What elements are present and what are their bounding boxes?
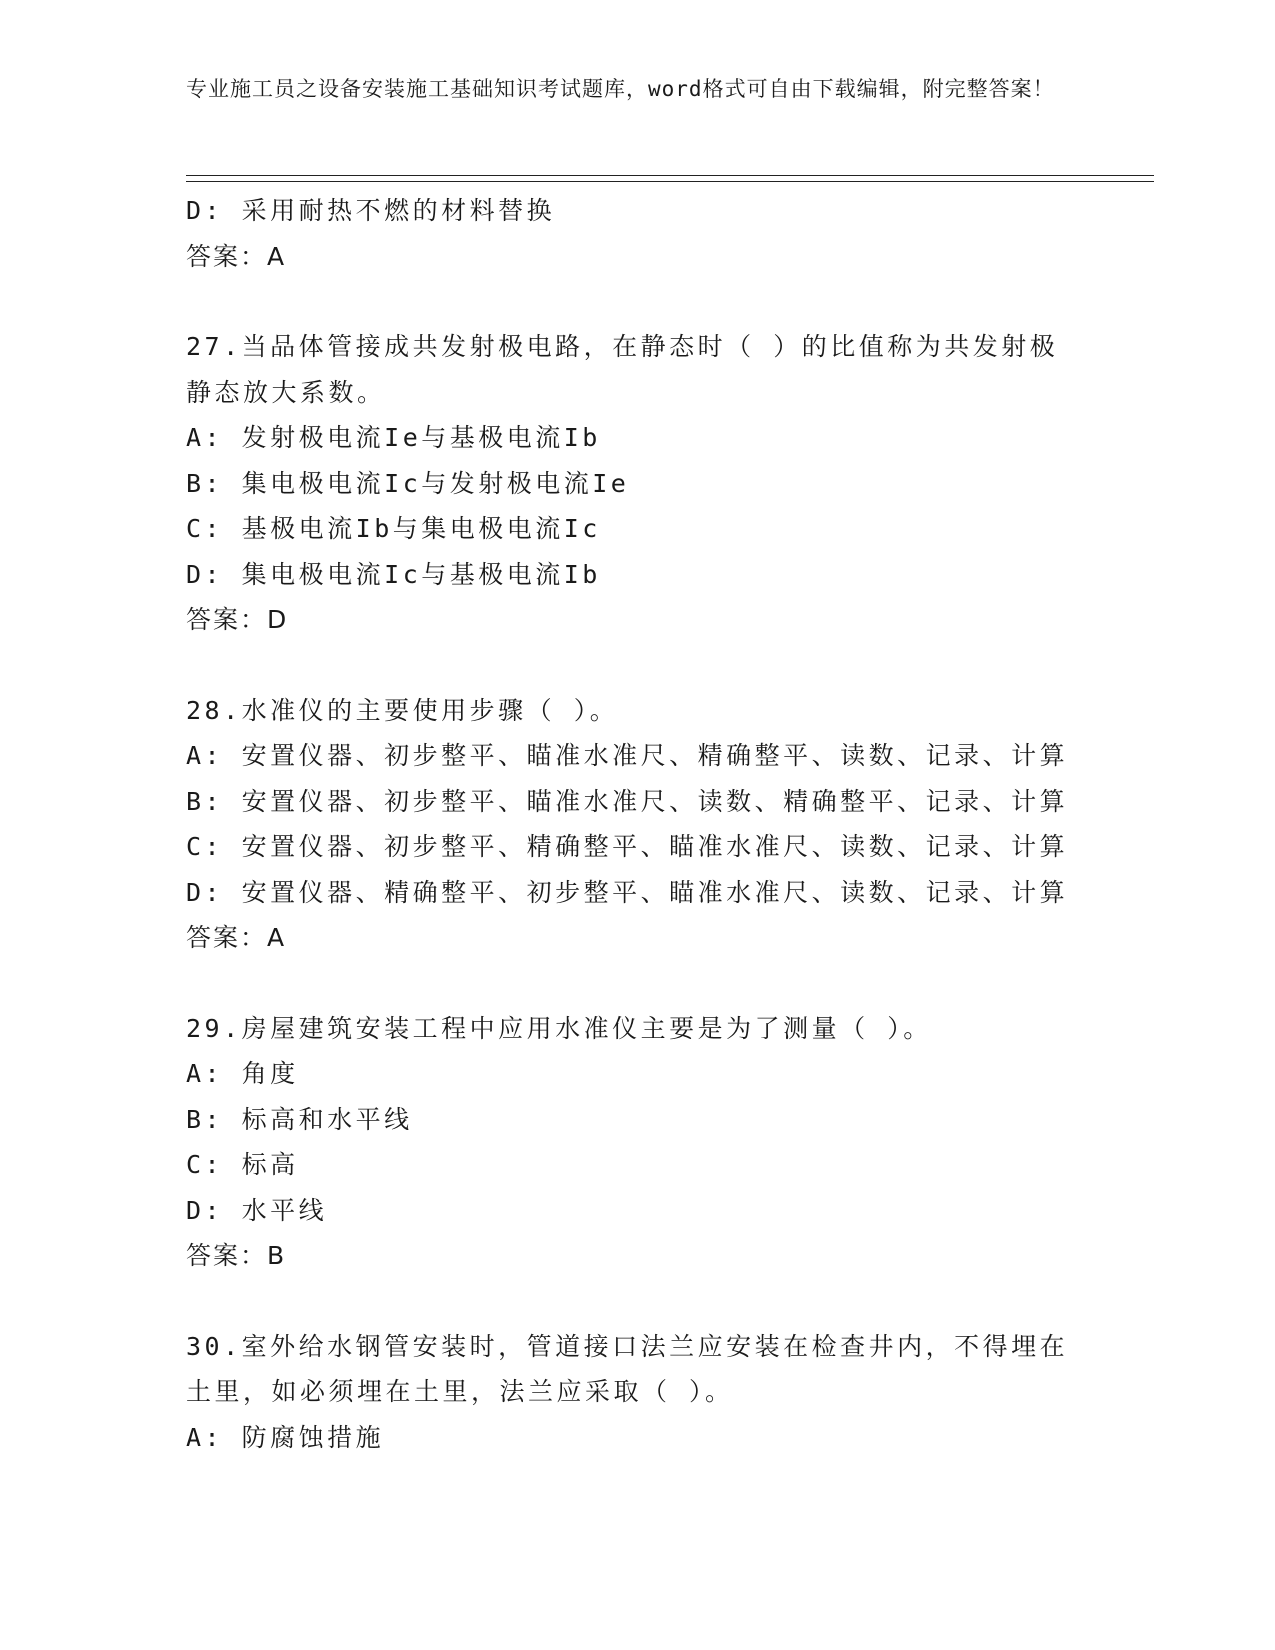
option-d: D: 采用耐热不燃的材料替换	[186, 196, 556, 225]
option-b: B: 标高和水平线	[186, 1104, 413, 1134]
question-text: 29.房屋建筑安装工程中应用水准仪主要是为了测量（ ）。	[186, 1013, 932, 1043]
option-c: C: 安置仪器、初步整平、精确整平、瞄准水准尺、读数、记录、计算	[186, 832, 1069, 861]
option-a: A: 防腐蚀措施	[186, 1422, 385, 1452]
option-b: B: 集电极电流Ic与发射极电流Ie	[186, 468, 630, 498]
option-a: A: 安置仪器、初步整平、瞄准水准尺、精确整平、读数、记录、计算	[186, 741, 1069, 770]
header-rule-top	[186, 175, 1154, 176]
answer-line: 答案：A	[186, 923, 287, 952]
answer-line: 答案：D	[186, 605, 289, 634]
question-text: 28.水准仪的主要使用步骤（ ）。	[186, 695, 619, 725]
document-header: 专业施工员之设备安装施工基础知识考试题库，word格式可自由下载编辑，附完整答案！	[186, 77, 1055, 101]
question-block-27	[186, 324, 1086, 643]
question-text: 30.室外给水钢管安装时，管道接口法兰应安装在检查井内，不得埋在土里，如必须埋在土里，法兰应采取（ ）。	[186, 1331, 1069, 1406]
question-list	[186, 188, 1086, 1460]
option-b: B: 安置仪器、初步整平、瞄准水准尺、读数、精确整平、记录、计算	[186, 786, 1069, 816]
option-d: D: 水平线	[186, 1195, 328, 1225]
answer-line: 答案：A	[186, 241, 287, 271]
option-a: A: 发射极电流Ie与基极电流Ib	[186, 423, 601, 452]
question-text: 27.当品体管接成共发射极电路，在静态时（ ）的比值称为共发射极静态放大系数。	[186, 332, 1059, 407]
question-block-30	[186, 1324, 1086, 1461]
option-d: D: 集电极电流Ic与基极电流Ib	[186, 559, 601, 589]
option-a: A: 角度	[186, 1059, 299, 1088]
question-block-29	[186, 1006, 1086, 1279]
answer-line: 答案：B	[186, 1241, 287, 1270]
header-rule-bottom	[186, 181, 1154, 182]
question-block-28	[186, 688, 1086, 961]
option-d: D: 安置仪器、精确整平、初步整平、瞄准水准尺、读数、记录、计算	[186, 877, 1069, 907]
option-c: C: 标高	[186, 1150, 299, 1179]
option-c: C: 基极电流Ib与集电极电流Ic	[186, 514, 601, 543]
